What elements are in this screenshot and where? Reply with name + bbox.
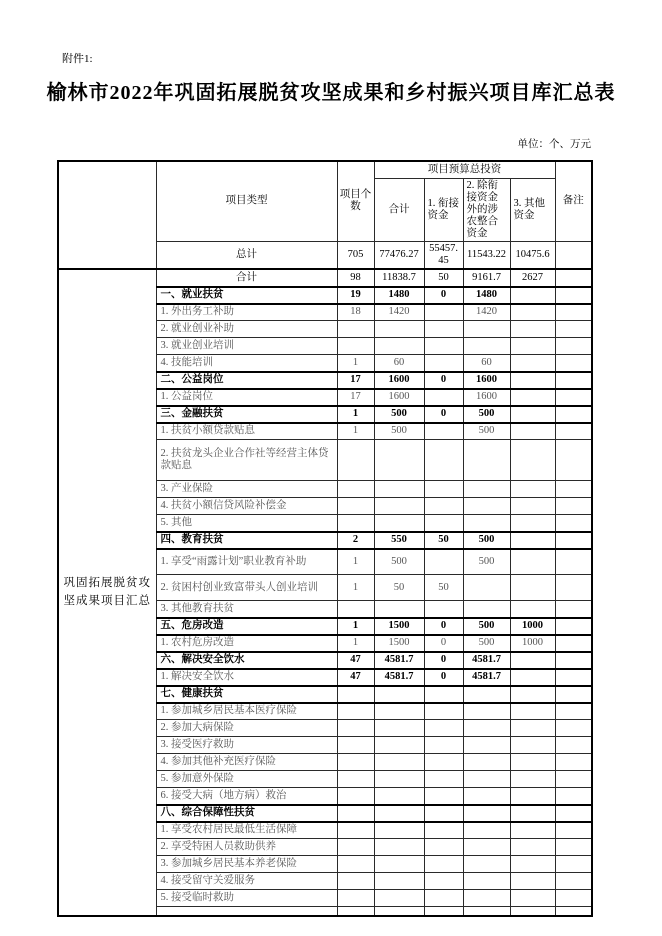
cell-total: 1500 xyxy=(374,618,424,635)
cell-label: 1. 外出务工补助 xyxy=(156,304,337,321)
cell-count xyxy=(337,839,374,856)
cell-c1 xyxy=(424,515,463,532)
cell-count: 19 xyxy=(337,287,374,304)
cell-count xyxy=(337,873,374,890)
cell-c2 xyxy=(463,754,510,771)
cell-c1 xyxy=(424,355,463,372)
cell-label: 2. 就业创业补助 xyxy=(156,321,337,338)
cell-c3 xyxy=(510,287,555,304)
cell-label: 2. 享受特困人员救助供养 xyxy=(156,839,337,856)
cell-remark xyxy=(555,890,592,907)
cell-c2: 500 xyxy=(463,549,510,575)
cell-c3 xyxy=(510,873,555,890)
cell-total: 550 xyxy=(374,532,424,549)
cell-c1 xyxy=(424,771,463,788)
cell-c2 xyxy=(463,805,510,822)
cell-remark xyxy=(555,389,592,406)
unit-note: 单位：个、万元 xyxy=(517,139,591,150)
cell-total xyxy=(374,737,424,754)
cell-c2 xyxy=(463,601,510,618)
cell-label: 二、公益岗位 xyxy=(156,372,337,389)
cell-c1: 50 xyxy=(424,532,463,549)
cell-c1: 0 xyxy=(424,652,463,669)
cell-total xyxy=(374,805,424,822)
cell-c3 xyxy=(510,754,555,771)
cell-count: 1 xyxy=(337,618,374,635)
cell-total: 1600 xyxy=(374,389,424,406)
cell-c2 xyxy=(463,839,510,856)
cell-c3 xyxy=(510,355,555,372)
cell-remark xyxy=(555,532,592,549)
cell-c3 xyxy=(510,907,555,916)
cell-c3: 2627 xyxy=(510,269,555,287)
cell-c1 xyxy=(424,703,463,720)
cell-remark xyxy=(555,601,592,618)
cell-c3 xyxy=(510,406,555,423)
cell-remark xyxy=(555,737,592,754)
cell-total: 4581.7 xyxy=(374,652,424,669)
cell-count: 47 xyxy=(337,652,374,669)
cell-total xyxy=(374,686,424,703)
cell-count: 2 xyxy=(337,532,374,549)
cell-c3 xyxy=(510,805,555,822)
cell-total xyxy=(374,839,424,856)
cell-c1 xyxy=(424,304,463,321)
cell-remark xyxy=(555,754,592,771)
cell-remark xyxy=(555,771,592,788)
cell-c2 xyxy=(463,737,510,754)
cell-c3 xyxy=(510,304,555,321)
cell-c3 xyxy=(510,575,555,601)
cell-count xyxy=(337,686,374,703)
cell-count: 1 xyxy=(337,575,374,601)
cell-c3 xyxy=(510,771,555,788)
cell-c2 xyxy=(463,856,510,873)
cell-remark xyxy=(555,652,592,669)
cell-remark xyxy=(555,635,592,652)
cell-c3 xyxy=(510,515,555,532)
cell-c1: 0 xyxy=(424,669,463,686)
cell-c1: 55457.45 xyxy=(424,241,463,269)
cell-total: 1420 xyxy=(374,304,424,321)
cell-remark xyxy=(555,304,592,321)
cell-count: 47 xyxy=(337,669,374,686)
cell-c2: 500 xyxy=(463,618,510,635)
cell-remark xyxy=(555,669,592,686)
cell-remark xyxy=(555,355,592,372)
cell-c1: 50 xyxy=(424,269,463,287)
cell-label: 2. 扶贫龙头企业合作社等经营主体贷款贴息 xyxy=(156,440,337,481)
cell-label: 6. 接受大病（地方病）救治 xyxy=(156,788,337,805)
cell-c1 xyxy=(424,481,463,498)
cell-c1 xyxy=(424,907,463,916)
cell-c2: 500 xyxy=(463,635,510,652)
cell-total xyxy=(374,321,424,338)
cell-c2 xyxy=(463,771,510,788)
cell-label: 1. 公益岗位 xyxy=(156,389,337,406)
cell-remark xyxy=(555,907,592,916)
cell-c1 xyxy=(424,822,463,839)
cell-remark xyxy=(555,423,592,440)
cell-c1 xyxy=(424,498,463,515)
cell-count xyxy=(337,890,374,907)
cell-remark xyxy=(555,406,592,423)
cell-label: 4. 接受留守关爱服务 xyxy=(156,873,337,890)
cell-remark xyxy=(555,703,592,720)
cell-total: 1600 xyxy=(374,372,424,389)
cell-count xyxy=(337,321,374,338)
cell-total: 1480 xyxy=(374,287,424,304)
header-project-count: 项目个数 xyxy=(337,161,374,241)
cell-label: 5. 参加意外保险 xyxy=(156,771,337,788)
cell-total xyxy=(374,515,424,532)
cell-count xyxy=(337,440,374,481)
corner-cell xyxy=(58,161,156,269)
cell-c2 xyxy=(463,338,510,355)
cell-remark xyxy=(555,720,592,737)
cell-remark xyxy=(555,481,592,498)
cell-total xyxy=(374,754,424,771)
cell-c2 xyxy=(463,515,510,532)
cell-c1 xyxy=(424,440,463,481)
cell-remark xyxy=(555,575,592,601)
cell-c2 xyxy=(463,686,510,703)
cell-c1 xyxy=(424,856,463,873)
cell-c2: 1420 xyxy=(463,304,510,321)
header-linkage-funds: 1. 衔接资金 xyxy=(424,178,463,241)
cell-count xyxy=(337,907,374,916)
cell-c2: 1480 xyxy=(463,287,510,304)
header-row-1 xyxy=(58,161,592,178)
cell-c1 xyxy=(424,873,463,890)
cell-count: 1 xyxy=(337,549,374,575)
cell-c2 xyxy=(463,907,510,916)
attachment-label: 附件1: xyxy=(62,53,93,65)
cell-count xyxy=(337,805,374,822)
cell-remark xyxy=(555,440,592,481)
cell-c2: 500 xyxy=(463,423,510,440)
cell-total xyxy=(374,907,424,916)
cell-c3 xyxy=(510,669,555,686)
cell-c1 xyxy=(424,805,463,822)
cell-c3 xyxy=(510,549,555,575)
cell-c2: 60 xyxy=(463,355,510,372)
cell-remark xyxy=(555,805,592,822)
cell-total xyxy=(374,890,424,907)
cell-remark xyxy=(555,321,592,338)
cell-c2: 9161.7 xyxy=(463,269,510,287)
cell-c2: 4581.7 xyxy=(463,652,510,669)
cell-label: 一、就业扶贫 xyxy=(156,287,337,304)
cell-c3 xyxy=(510,788,555,805)
cell-c2 xyxy=(463,703,510,720)
cell-total: 50 xyxy=(374,575,424,601)
cell-label: 1. 享受农村居民最低生活保障 xyxy=(156,822,337,839)
cell-label: 5. 接受临时救助 xyxy=(156,890,337,907)
cell-total: 1500 xyxy=(374,635,424,652)
cell-count xyxy=(337,856,374,873)
cell-count xyxy=(337,788,374,805)
cell-c1: 0 xyxy=(424,372,463,389)
cell-total xyxy=(374,873,424,890)
cell-remark xyxy=(555,873,592,890)
cell-c1 xyxy=(424,788,463,805)
cell-count: 1 xyxy=(337,355,374,372)
cell-label: 四、教育扶贫 xyxy=(156,532,337,549)
row-group-cell xyxy=(58,269,156,916)
cell-count xyxy=(337,737,374,754)
cell-total xyxy=(374,720,424,737)
cell-count xyxy=(337,481,374,498)
cell-count: 17 xyxy=(337,372,374,389)
cell-remark xyxy=(555,515,592,532)
cell-total xyxy=(374,856,424,873)
cell-c1 xyxy=(424,737,463,754)
cell-c3 xyxy=(510,890,555,907)
cell-remark xyxy=(555,241,592,269)
cell-c1: 0 xyxy=(424,406,463,423)
cell-c2: 4581.7 xyxy=(463,669,510,686)
cell-count: 1 xyxy=(337,635,374,652)
header-budget-group: 项目预算总投资 xyxy=(374,161,555,178)
cell-c1: 0 xyxy=(424,618,463,635)
cell-c3: 10475.6 xyxy=(510,241,555,269)
cell-c1: 0 xyxy=(424,287,463,304)
cell-label: 1. 参加城乡居民基本医疗保险 xyxy=(156,703,337,720)
cell-total xyxy=(374,601,424,618)
cell-c1 xyxy=(424,754,463,771)
cell-label: 5. 其他 xyxy=(156,515,337,532)
cell-remark xyxy=(555,498,592,515)
cell-total xyxy=(374,703,424,720)
cell-c1 xyxy=(424,686,463,703)
header-remark: 备注 xyxy=(555,161,592,241)
cell-c3 xyxy=(510,498,555,515)
cell-c3 xyxy=(510,822,555,839)
cell-remark xyxy=(555,269,592,287)
cell-c3 xyxy=(510,839,555,856)
cell-c3 xyxy=(510,652,555,669)
cell-c3 xyxy=(510,338,555,355)
cell-total xyxy=(374,440,424,481)
cell-label: 总计 xyxy=(156,241,337,269)
cell-total xyxy=(374,481,424,498)
cell-c1 xyxy=(424,839,463,856)
cell-c1: 50 xyxy=(424,575,463,601)
cell-label: 1. 解决安全饮水 xyxy=(156,669,337,686)
cell-c2 xyxy=(463,575,510,601)
cell-count: 98 xyxy=(337,269,374,287)
cell-c1 xyxy=(424,338,463,355)
page-title: 榆林市2022年巩固拓展脱贫攻坚成果和乡村振兴项目库汇总表 xyxy=(46,82,616,104)
cell-c2 xyxy=(463,440,510,481)
cell-c2 xyxy=(463,498,510,515)
cell-c3 xyxy=(510,720,555,737)
cell-label: 2. 贫困村创业致富带头人创业培训 xyxy=(156,575,337,601)
cell-c2: 500 xyxy=(463,406,510,423)
cell-count xyxy=(337,822,374,839)
cell-c1 xyxy=(424,423,463,440)
cell-count xyxy=(337,601,374,618)
cell-c3 xyxy=(510,423,555,440)
header-other-funds: 3. 其他资金 xyxy=(510,178,555,241)
cell-label: 八、综合保障性扶贫 xyxy=(156,805,337,822)
cell-label: 六、解决安全饮水 xyxy=(156,652,337,669)
cell-label xyxy=(156,907,337,916)
cell-c1 xyxy=(424,720,463,737)
cell-count xyxy=(337,703,374,720)
cell-c2 xyxy=(463,890,510,907)
cell-c2 xyxy=(463,321,510,338)
cell-label: 合计 xyxy=(156,269,337,287)
cell-c3 xyxy=(510,321,555,338)
cell-count: 17 xyxy=(337,389,374,406)
cell-c3 xyxy=(510,686,555,703)
cell-total: 500 xyxy=(374,549,424,575)
cell-count xyxy=(337,338,374,355)
cell-label: 三、金融扶贫 xyxy=(156,406,337,423)
cell-c3: 1000 xyxy=(510,635,555,652)
cell-remark xyxy=(555,372,592,389)
cell-label: 3. 产业保险 xyxy=(156,481,337,498)
cell-c1: 0 xyxy=(424,635,463,652)
cell-label: 3. 其他教育扶贫 xyxy=(156,601,337,618)
cell-c3 xyxy=(510,703,555,720)
cell-label: 4. 技能培训 xyxy=(156,355,337,372)
cell-c3 xyxy=(510,389,555,406)
cell-label: 3. 就业创业培训 xyxy=(156,338,337,355)
summary-table-body xyxy=(58,161,592,916)
cell-c2 xyxy=(463,720,510,737)
cell-remark xyxy=(555,549,592,575)
cell-c2 xyxy=(463,481,510,498)
cell-total: 11838.7 xyxy=(374,269,424,287)
cell-count xyxy=(337,498,374,515)
summary-table xyxy=(57,160,593,917)
header-agri-integrated-funds: 2. 除衔接资金外的涉农整合资金 xyxy=(463,178,510,241)
cell-total xyxy=(374,771,424,788)
cell-c3 xyxy=(510,532,555,549)
cell-total xyxy=(374,822,424,839)
cell-c3 xyxy=(510,372,555,389)
cell-remark xyxy=(555,686,592,703)
cell-c2 xyxy=(463,788,510,805)
cell-label: 2. 参加大病保险 xyxy=(156,720,337,737)
cell-c1 xyxy=(424,389,463,406)
row-group-label: 巩固拓展脱贫攻坚成果项目汇总 xyxy=(63,577,151,607)
cell-remark xyxy=(555,788,592,805)
cell-count: 1 xyxy=(337,423,374,440)
cell-c3 xyxy=(510,856,555,873)
cell-remark xyxy=(555,839,592,856)
cell-c2 xyxy=(463,873,510,890)
header-total: 合计 xyxy=(374,178,424,241)
cell-count xyxy=(337,754,374,771)
cell-label: 1. 享受“雨露计划”职业教育补助 xyxy=(156,549,337,575)
cell-total: 77476.27 xyxy=(374,241,424,269)
cell-count xyxy=(337,515,374,532)
summary-table-container xyxy=(57,160,593,903)
cell-c2: 11543.22 xyxy=(463,241,510,269)
cell-label: 七、健康扶贫 xyxy=(156,686,337,703)
cell-count xyxy=(337,771,374,788)
cell-total xyxy=(374,338,424,355)
cell-c1 xyxy=(424,549,463,575)
cell-c1 xyxy=(424,890,463,907)
cell-c2 xyxy=(463,822,510,839)
cell-count: 1 xyxy=(337,406,374,423)
cell-total: 4581.7 xyxy=(374,669,424,686)
cell-label: 3. 接受医疗救助 xyxy=(156,737,337,754)
cell-remark xyxy=(555,287,592,304)
cell-c2: 1600 xyxy=(463,372,510,389)
cell-c3: 1000 xyxy=(510,618,555,635)
cell-c2: 500 xyxy=(463,532,510,549)
cell-total: 500 xyxy=(374,406,424,423)
cell-c3 xyxy=(510,440,555,481)
cell-c2: 1600 xyxy=(463,389,510,406)
cell-total xyxy=(374,788,424,805)
cell-total: 60 xyxy=(374,355,424,372)
cell-label: 3. 参加城乡居民基本养老保险 xyxy=(156,856,337,873)
cell-c1 xyxy=(424,321,463,338)
cell-total xyxy=(374,498,424,515)
cell-label: 1. 扶贫小额贷款贴息 xyxy=(156,423,337,440)
cell-label: 4. 参加其他补充医疗保险 xyxy=(156,754,337,771)
cell-count xyxy=(337,720,374,737)
cell-remark xyxy=(555,856,592,873)
cell-label: 五、危房改造 xyxy=(156,618,337,635)
cell-count: 18 xyxy=(337,304,374,321)
cell-remark xyxy=(555,338,592,355)
table-row xyxy=(58,269,592,287)
cell-c3 xyxy=(510,601,555,618)
cell-remark xyxy=(555,822,592,839)
cell-label: 4. 扶贫小额信贷风险补偿金 xyxy=(156,498,337,515)
cell-c3 xyxy=(510,481,555,498)
header-project-type: 项目类型 xyxy=(156,161,337,241)
cell-remark xyxy=(555,618,592,635)
cell-c3 xyxy=(510,737,555,754)
cell-count: 705 xyxy=(337,241,374,269)
cell-c1 xyxy=(424,601,463,618)
cell-total: 500 xyxy=(374,423,424,440)
cell-label: 1. 农村危房改造 xyxy=(156,635,337,652)
